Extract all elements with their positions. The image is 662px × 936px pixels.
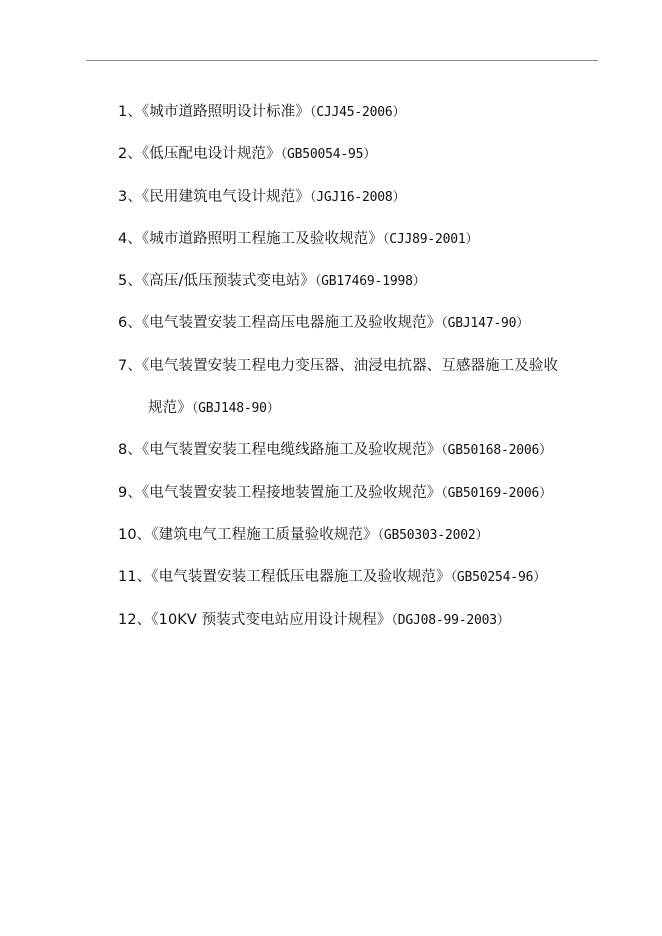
reference-code: （CJJ89-2001） [382,231,479,247]
reference-code: （GB50303-2002） [377,527,489,543]
reference-number: 6、 [118,315,142,332]
reference-title: 《电气装置安装工程电缆线路施工及验收规范》 [141,442,442,459]
reference-code: （GBJ148-90） [191,401,280,417]
reference-title-line-1: 《电气装置安装工程电力变压器、油浸电抗器、互感器施工及验收 [141,357,559,374]
reference-title: 《建筑电气工程施工质量验收规范》 [151,526,378,543]
reference-item-6 [118,311,598,335]
reference-item-8 [118,438,598,462]
reference-item-2 [118,142,598,166]
reference-item-4 [118,227,598,251]
reference-number: 11、 [118,569,152,586]
reference-title: 《电气装置安装工程接地装置施工及验收规范》 [141,484,442,501]
reference-number: 2、 [118,146,142,163]
reference-code: （DGJ08-99-2003） [391,612,510,628]
reference-item-10 [118,523,598,547]
reference-code: （JGJ16-2008） [309,189,406,205]
reference-item-9 [118,481,598,505]
reference-number: 9、 [118,484,142,501]
reference-code: （GB50254-96） [450,570,546,586]
reference-number: 5、 [118,273,142,290]
reference-title: 《高压/低压预装式变电站》 [141,273,315,290]
reference-code: （GB50169-2006） [441,485,552,501]
reference-item-1 [118,100,598,124]
reference-number: 12、 [118,611,152,628]
reference-item-7 [118,354,598,420]
reference-item-5 [118,269,598,293]
reference-item-3 [118,185,598,209]
reference-code: （GB17469-1998） [314,274,426,290]
reference-number: 10、 [118,526,152,543]
reference-number: 3、 [118,188,142,205]
reference-title: 《城市道路照明设计标准》 [141,104,310,120]
reference-line-2 [118,396,598,420]
reference-number: 4、 [118,230,142,247]
reference-title: 《城市道路照明工程施工及验收规范》 [141,230,383,247]
reference-item-11 [118,565,598,589]
reference-number: 8、 [118,442,142,459]
reference-title: 《10KV 预装式变电站应用设计规程》 [151,611,392,628]
reference-title: 《低压配电设计规范》 [141,146,281,163]
reference-line-1 [118,354,598,378]
reference-number: 7、 [118,357,142,374]
reference-item-12 [118,608,598,632]
reference-code: （GB50054-95） [280,147,377,163]
reference-number: 1、 [118,104,142,120]
reference-title: 《电气装置安装工程高压电器施工及验收规范》 [141,315,442,332]
reference-title: 《民用建筑电气设计规范》 [141,188,310,205]
reference-code: （GBJ147-90） [441,316,530,332]
reference-list [118,100,598,650]
reference-title: 《电气装置安装工程低压电器施工及验收规范》 [151,569,451,586]
reference-code: （GB50168-2006） [441,443,552,459]
header-rule [86,60,598,61]
reference-title-line-2: 规范》 [148,400,192,417]
reference-code: （CJJ45-2006） [309,105,406,120]
